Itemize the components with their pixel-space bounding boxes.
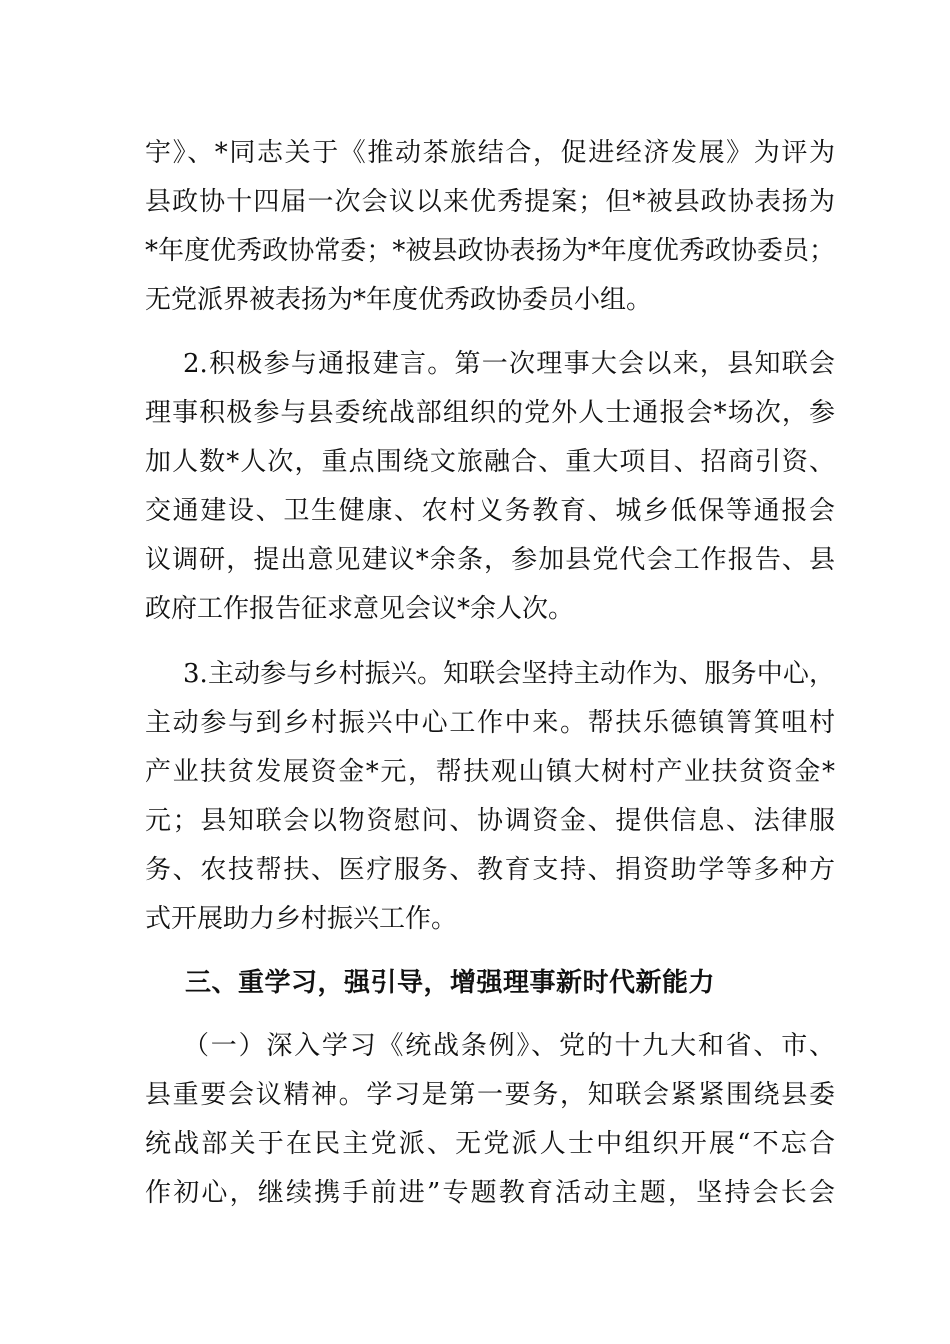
- paragraph-line: *年度优秀政协常委；*被县政协表扬为*年度优秀政协委员；: [145, 236, 835, 266]
- paragraph-line: 县重要会议精神。学习是第一要务，知联会紧紧围绕县委: [145, 1080, 835, 1110]
- paragraph-line: 3.主动参与乡村振兴。知联会坚持主动作为、服务中心，: [183, 659, 835, 689]
- paragraph-line: 主动参与到乡村振兴中心工作中来。帮扶乐德镇箐箕咀村: [145, 708, 835, 738]
- paragraph-line: 县政协十四届一次会议以来优秀提案；但*被县政协表扬为: [145, 187, 835, 217]
- paragraph-line: 统战部关于在民主党派、无党派人士中组织开展“不忘合: [145, 1129, 835, 1159]
- paragraph-line: 元；县知联会以物资慰问、协调资金、提供信息、法律服: [145, 806, 835, 836]
- paragraph-line: 式开展助力乡村振兴工作。: [145, 904, 458, 934]
- section-heading: 三、重学习，强引导，增强理事新时代新能力: [185, 968, 716, 998]
- paragraph-line: 无党派界被表扬为*年度优秀政协委员小组。: [145, 285, 653, 315]
- paragraph-line: 议调研，提出意见建议*余条，参加县党代会工作报告、县: [145, 545, 835, 575]
- paragraph-line: （一）深入学习《统战条例》、党的十九大和省、市、: [183, 1031, 835, 1061]
- paragraph-line: 加人数*人次，重点围绕文旅融合、重大项目、招商引资、: [145, 447, 835, 477]
- paragraph-line: 作初心，继续携手前进”专题教育活动主题，坚持会长会: [145, 1178, 835, 1208]
- paragraph-line: 2.积极参与通报建言。第一次理事大会以来，县知联会: [183, 349, 835, 379]
- paragraph-line: 理事积极参与县委统战部组织的党外人士通报会*场次，参: [145, 398, 835, 428]
- paragraph-line: 务、农技帮扶、医疗服务、教育支持、捐资助学等多种方: [145, 855, 835, 885]
- paragraph-line: 交通建设、卫生健康、农村义务教育、城乡低保等通报会: [145, 496, 835, 526]
- paragraph-line: 产业扶贫发展资金*元，帮扶观山镇大树村产业扶贫资金*: [145, 757, 835, 787]
- paragraph-line: 宇》、*同志关于《推动茶旅结合，促进经济发展》为评为: [145, 138, 835, 168]
- paragraph-line: 政府工作报告征求意见会议*余人次。: [145, 594, 575, 624]
